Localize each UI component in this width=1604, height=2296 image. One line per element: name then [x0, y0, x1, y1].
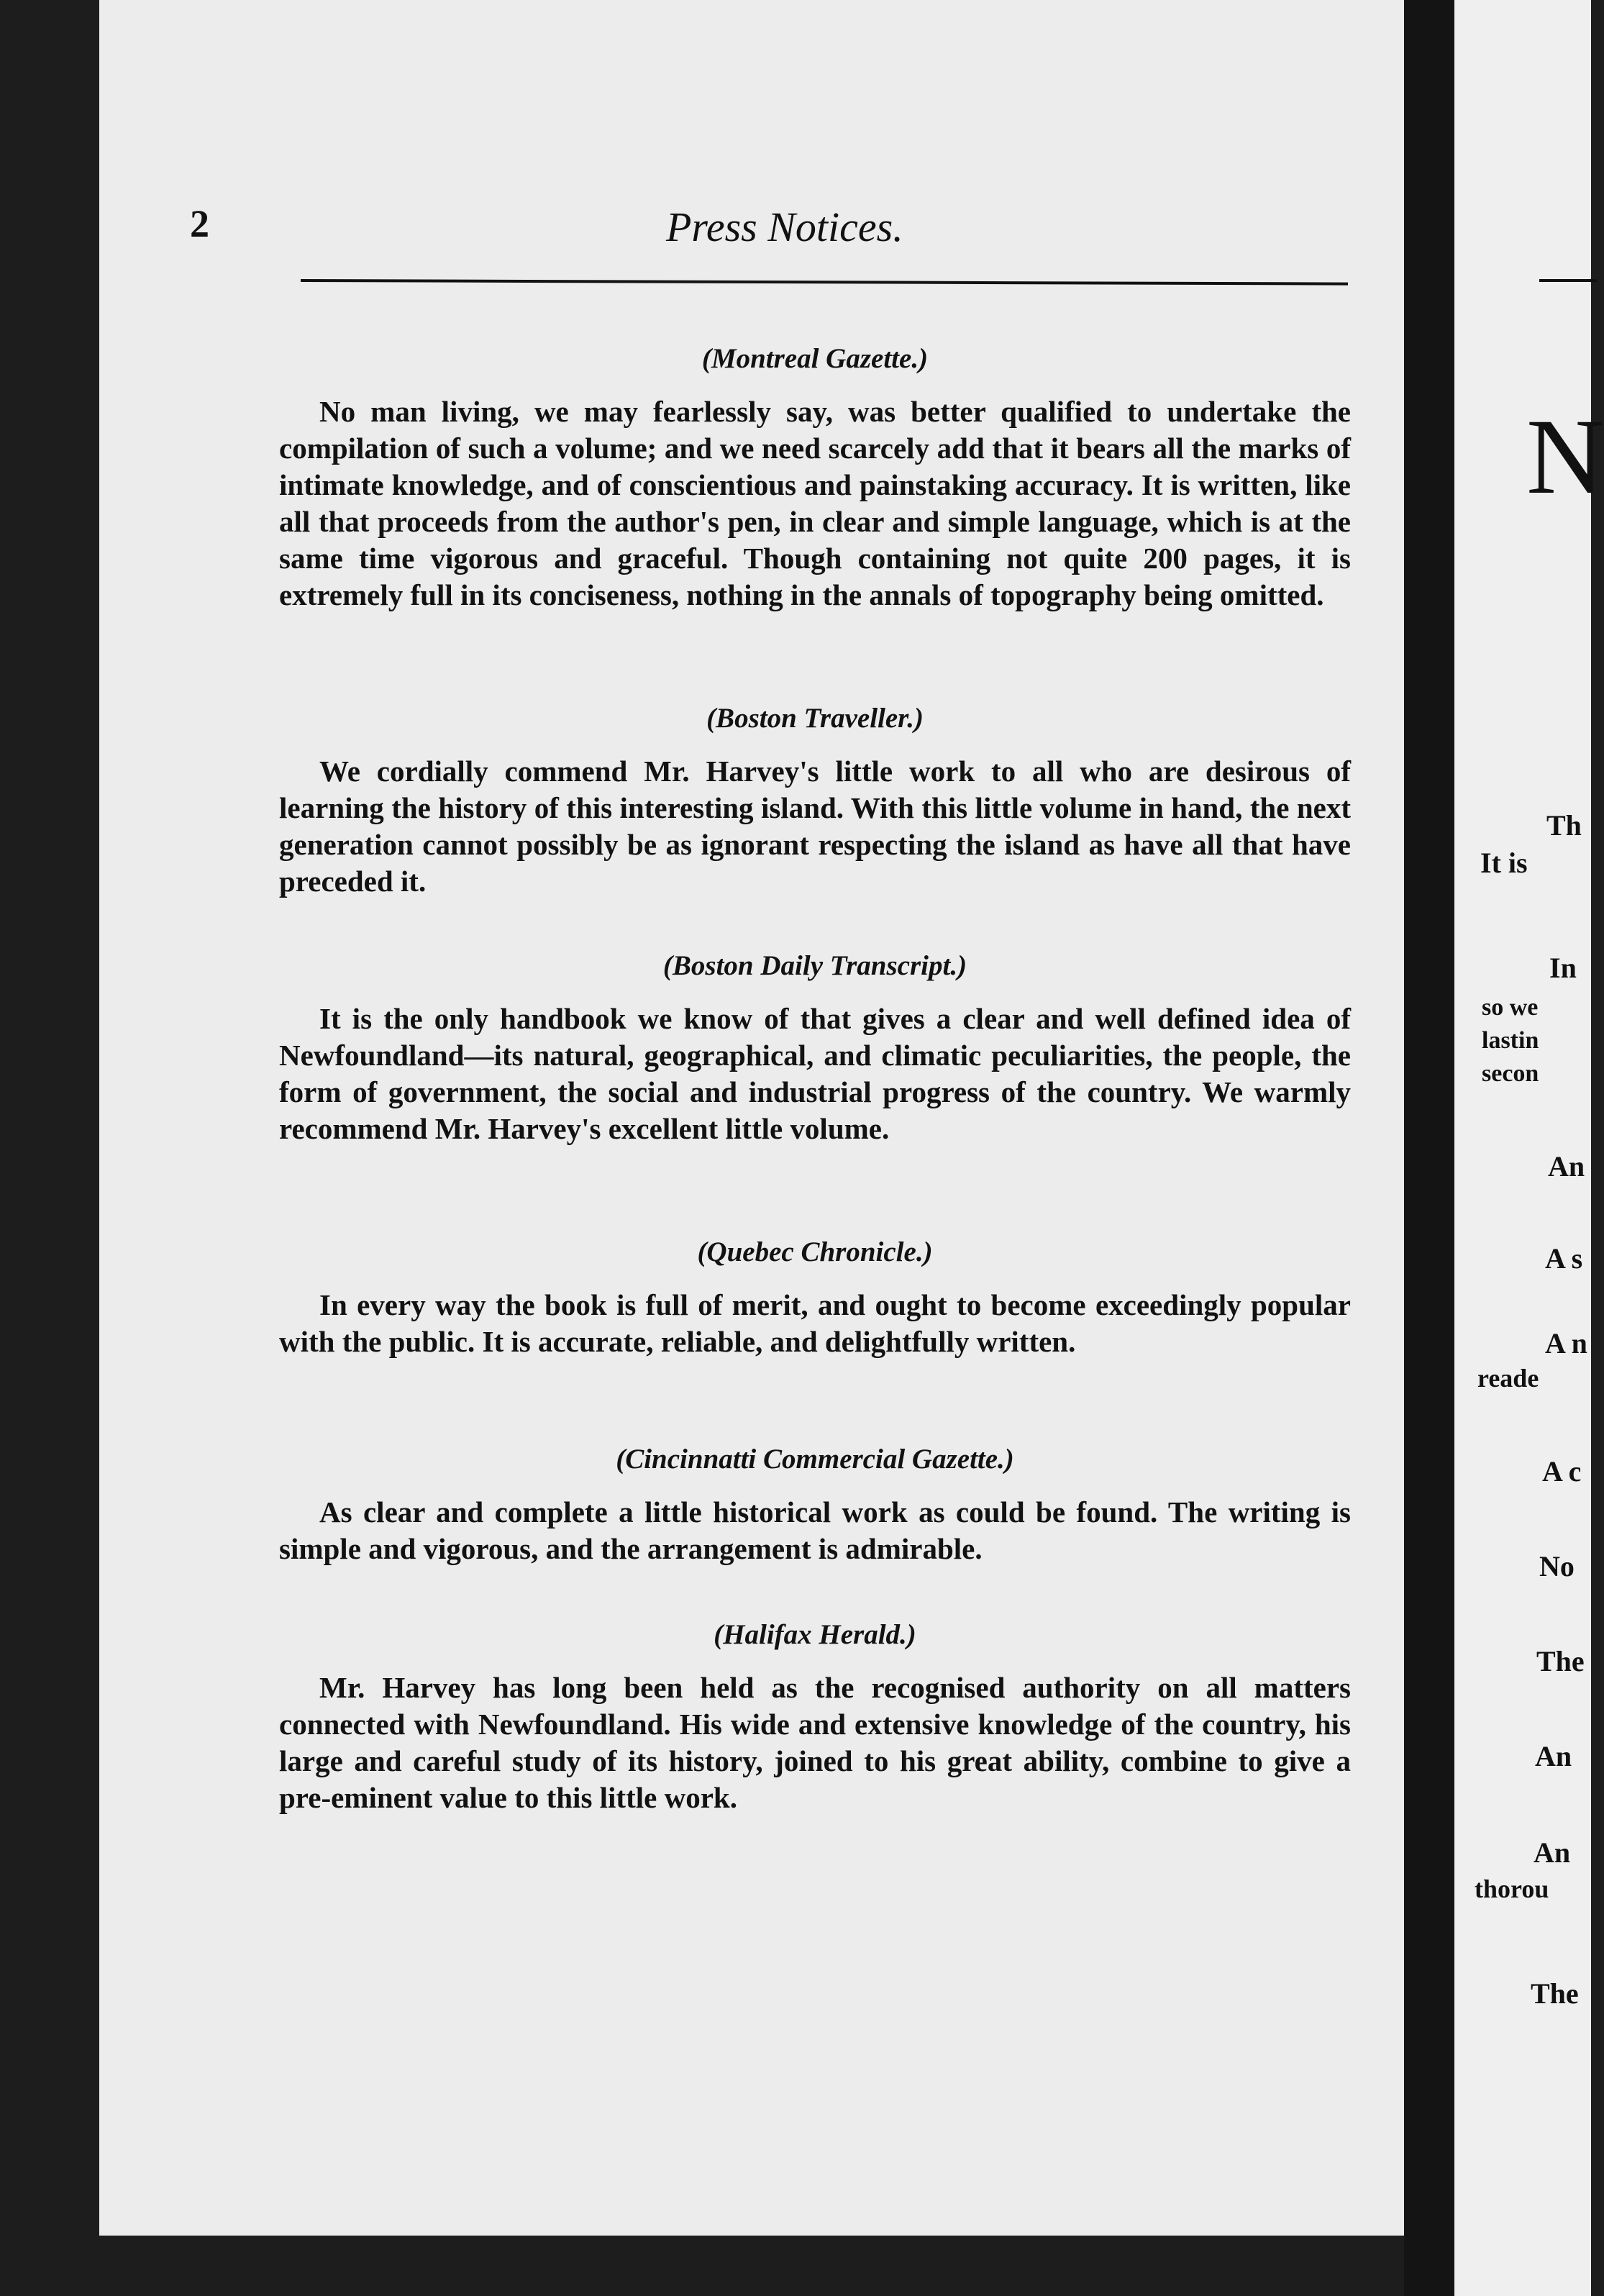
right-page-rule	[1539, 279, 1597, 282]
notice-source: (Cincinnatti Commercial Gazette.)	[616, 1444, 1014, 1475]
notice-source: (Quebec Chronicle.)	[697, 1236, 933, 1267]
notice-text: We cordially commend Mr. Harvey's little work to all who are desirous of learning the history of this interesting island. With this little volume in hand, the next generation cannot possibly be as ignorant respecting the island as have all that have preceded it.	[279, 754, 1351, 898]
right-fragment: secon	[1482, 1060, 1539, 1087]
right-fragment: thorou	[1475, 1874, 1549, 1903]
press-notice	[279, 1443, 1351, 1567]
right-page-initial: N	[1526, 397, 1604, 516]
notice-text: No man living, we may fearlessly say, was better qualified to undertake the compilation of such a volume; and we need scarcely add that it bears all the marks of intimate knowledge, and of conscientious and painstaking accuracy. It is written, like all that proceeds from the author's pen, in clear and simple language, which is at the same time vigorous and graceful. Though containing not quite 200 pages, it is extremely full in its conciseness, nothing in the annals of topography being omitted.	[279, 394, 1351, 611]
right-fragment: An	[1535, 1740, 1572, 1772]
right-page	[1454, 0, 1604, 2296]
right-fragment: A s	[1545, 1242, 1583, 1275]
right-fragment: Th	[1546, 809, 1582, 842]
right-fragment: lastin	[1482, 1027, 1539, 1054]
notice-text: It is the only handbook we know of that gives a clear and well defined idea of Newfoundland—its natural, geographical, and climatic peculiarities, the people, the form of government, the social and industrial progress of the country. We warmly recommend Mr. Harvey's excellent little volume.	[279, 1001, 1351, 1145]
notice-source: (Montreal Gazette.)	[701, 343, 929, 374]
notice-text: Mr. Harvey has long been held as the recognised authority on all matters connected with Newfoundland. His wide and extensive knowledge of the country, his large and careful study of its history, joined to his great ability, combine to give a pre-eminent value to this little work.	[279, 1670, 1351, 1814]
notice-source: (Boston Daily Transcript.)	[662, 950, 967, 981]
press-notice	[279, 949, 1351, 1147]
notice-text: In every way the book is full of merit, and ought to become exceedingly popular with the public. It is accurate, reliable, and delightfully written.	[279, 1288, 1351, 1358]
page-title: Press Notices.	[666, 204, 903, 250]
right-fragment: reade	[1477, 1364, 1539, 1393]
right-fragment: The	[1536, 1645, 1585, 1677]
notice-source: (Halifax Herald.)	[714, 1619, 916, 1650]
right-fragment: A n	[1545, 1327, 1587, 1359]
right-fragment: An	[1534, 1836, 1571, 1869]
notice-source: (Boston Traveller.)	[706, 703, 924, 734]
right-fragment: It is	[1480, 847, 1528, 879]
right-fragment: A c	[1542, 1455, 1582, 1488]
notice-text: As clear and complete a little historical work as could be found. The writing is simple and vigorous, and the arrangement is admirable.	[279, 1495, 1351, 1565]
press-notice	[279, 1618, 1351, 1816]
press-notice	[279, 342, 1351, 614]
right-fragment: The	[1531, 1977, 1579, 2010]
press-notice	[279, 1236, 1351, 1360]
press-notice	[279, 702, 1351, 900]
right-fragment: so we	[1482, 994, 1539, 1021]
page-number: 2	[190, 202, 209, 245]
right-fragment: An	[1548, 1150, 1585, 1183]
right-fragment: In	[1549, 952, 1577, 984]
right-fragment: No	[1539, 1550, 1575, 1582]
book-gutter	[1404, 0, 1454, 2296]
